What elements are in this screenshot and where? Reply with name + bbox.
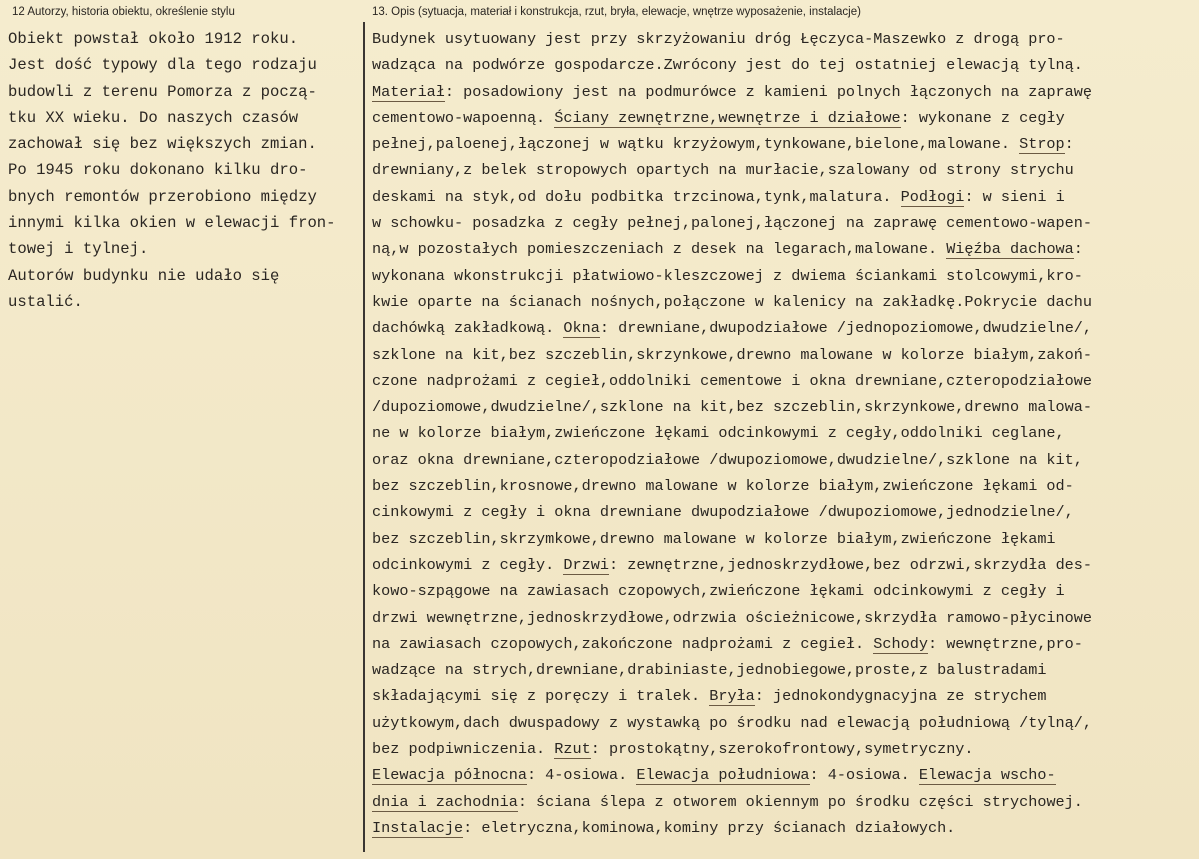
- right-text-line: [372, 52, 1192, 78]
- right-column-text: [372, 26, 1192, 841]
- right-text-line: [372, 79, 1192, 105]
- underlined-term: Elewacja wscho-: [918, 766, 1056, 785]
- text-segment: ną,w pozostałych pomieszczeniach z desek na legarach,malowane.: [372, 240, 947, 259]
- left-text-line: Obiekt powstał około 1912 roku.: [8, 30, 299, 48]
- text-segment: bez podpiwniczenia.: [372, 740, 555, 759]
- underlined-term: Rzut: [554, 740, 591, 759]
- left-text-line: tku XX wieku. Do naszych czasów: [8, 108, 299, 127]
- right-text-line: [372, 683, 1192, 709]
- right-text-line: [372, 605, 1192, 631]
- text-segment: wadząca na podwórze gospodarcze.Zwrócony jest do tej ostatniej elewacją tylną.: [372, 56, 1083, 75]
- text-segment: : drewniane,dwupodziałowe /jednopoziomowe,dwudzielne/,: [599, 319, 1093, 338]
- left-column-heading: 12 Autorzy, historia obiektu, określenie stylu: [12, 6, 235, 18]
- underlined-term: Ściany zewnętrzne,wewnętrze i działowe: [554, 108, 901, 127]
- underlined-term: Elewacja północna: [372, 766, 527, 785]
- column-divider: [363, 22, 365, 852]
- left-text-line: Jest dość typowy dla tego rodzaju: [8, 56, 317, 75]
- underlined-term: Więźba dachowa: [946, 240, 1074, 259]
- right-text-line: [372, 526, 1192, 552]
- underlined-term: Podłogi: [900, 187, 965, 206]
- right-text-line: [372, 236, 1192, 262]
- text-segment: cementowo-wapoenną.: [372, 108, 555, 127]
- text-segment: w schowku- posadzka z cegły pełnej,palonej,łączonej na zaprawę cementowo-wapen-: [372, 214, 1093, 233]
- right-text-line: [372, 552, 1192, 578]
- text-segment: drewniany,z belek stropowych opartych na murłacie,szalowany od strony strychu: [372, 161, 1074, 180]
- left-text-line: ustalić.: [8, 292, 83, 311]
- text-segment: pełnej,paloenej,łączonej w wątku krzyżowym,tynkowane,bielone,malowane.: [372, 135, 1020, 154]
- underlined-term: Schody: [873, 634, 928, 653]
- right-column-heading: 13. Opis (sytuacja, materiał i konstrukcja, rzut, bryła, elewacje, wnętrze wyposażenie, instalacje): [372, 6, 861, 18]
- text-segment: oraz okna drewniane,czteropodziałowe /dwupoziomowe,dwudzielne/,szklone na kit,: [372, 450, 1083, 469]
- right-text-line: [372, 789, 1192, 815]
- underlined-term: Elewacja południowa: [636, 766, 810, 785]
- text-segment: : eletryczna,kominowa,kominy przy ścianach działowych.: [463, 818, 956, 837]
- right-text-line: [372, 499, 1192, 525]
- text-segment: drzwi wewnętrzne,jednoskrzydłowe,odrzwia ościeżnicowe,skrzydła ramowo-płycinowe: [372, 608, 1093, 627]
- text-segment: odcinkowymi z cegły.: [372, 555, 564, 574]
- right-text-line: [372, 578, 1192, 604]
- left-text-line: budowli z terenu Pomorza z począ-: [8, 82, 317, 101]
- text-segment: składającymi się z poręczy i tralek.: [372, 687, 710, 706]
- underlined-term: Materiał: [372, 82, 445, 101]
- left-text-line: innymi kilka okien w elewacji fron-: [8, 214, 336, 233]
- text-segment: bez szczeblin,skrzymkowe,drewno malowane w kolorze białym,zwieńczone łękami: [372, 529, 1056, 548]
- right-text-line: [372, 473, 1192, 499]
- text-segment: : posadowiony jest na podmurówce z kamieni polnych łączonych na zaprawę: [444, 82, 1093, 101]
- text-segment: /dupoziomowe,dwudzielne/,szklone na kit,bez szczeblin,skrzynkowe,drewno malowa-: [372, 398, 1093, 417]
- right-text-line: [372, 105, 1192, 131]
- left-text-line: bnych remontów przerobiono między: [8, 187, 317, 206]
- text-segment: dachówką zakładkową.: [372, 319, 564, 338]
- text-segment: : prostokątny,szerokofrontowy,symetryczny.: [590, 740, 974, 759]
- right-text-line: [372, 394, 1192, 420]
- text-segment: wykonana wkonstrukcji płatwiowo-kleszczowej z dwiema ściankami stolcowymi,kro-: [372, 266, 1083, 285]
- underlined-term: Bryła: [709, 687, 755, 706]
- text-segment: : wykonane z cegły: [900, 108, 1065, 127]
- text-segment: kwie oparte na ścianach nośnych,połączone w kalenicy na zakładkę.Pokrycie dachu: [372, 292, 1093, 311]
- text-segment: : wewnętrzne,pro-: [927, 634, 1083, 653]
- right-text-line: [372, 210, 1192, 236]
- right-text-line: [372, 263, 1192, 289]
- right-text-line: [372, 762, 1192, 788]
- left-text-line: Po 1945 roku dokonano kilku dro-: [8, 161, 308, 180]
- text-segment: : 4-osiowa.: [526, 766, 637, 785]
- right-text-line: [372, 736, 1192, 762]
- right-text-line: [372, 447, 1192, 473]
- text-segment: kowo-szpągowe na zawiasach czopowych,zwieńczone łękami odcinkowymi z cegły i: [372, 582, 1065, 601]
- left-text-line: zachował się bez większych zmian.: [8, 135, 317, 154]
- right-text-line: [372, 815, 1192, 841]
- text-segment: czone nadprożami z cegieł,oddolniki cementowe i okna drewniane,czteropodziałowe: [372, 371, 1093, 390]
- text-segment: szklone na kit,bez szczeblin,skrzynkowe,drewno malowane w kolorze białym,zakoń-: [372, 345, 1093, 364]
- text-segment: wadzące na strych,drewniane,drabiniaste,jednobiegowe,proste,z balustradami: [372, 661, 1047, 680]
- text-segment: : w sieni i: [964, 187, 1065, 206]
- text-segment: : zewnętrzne,jednoskrzydłowe,bez odrzwi,skrzydła des-: [608, 555, 1093, 574]
- right-text-line: [372, 631, 1192, 657]
- left-text-line: Autorów budynku nie udało się: [8, 266, 280, 285]
- text-segment: deskami na styk,od dołu podbitka trzcinowa,tynk,malatura.: [372, 187, 901, 206]
- text-segment: cinkowymi z cegły i okna drewniane dwupodziałowe /dwupoziomowe,jednodzielne/,: [372, 503, 1074, 522]
- right-text-line: [372, 342, 1192, 368]
- text-segment: ne w kolorze białym,zwieńczone łękami odcinkowymi z cegły,oddolniki ceglane,: [372, 424, 1065, 443]
- right-text-line: [372, 657, 1192, 683]
- right-text-line: [372, 368, 1192, 394]
- left-column-text: [8, 26, 358, 315]
- text-segment: :: [1073, 240, 1083, 259]
- underlined-term: Drzwi: [563, 555, 609, 574]
- right-text-line: [372, 157, 1192, 183]
- text-segment: :: [1064, 135, 1074, 154]
- right-text-line: [372, 315, 1192, 341]
- text-segment: : 4-osiowa.: [809, 766, 919, 785]
- underlined-term: Instalacje: [372, 818, 464, 837]
- right-text-line: [372, 289, 1192, 315]
- underlined-term: Strop: [1019, 135, 1065, 154]
- right-text-line: [372, 26, 1192, 52]
- underlined-term: Okna: [563, 319, 600, 338]
- text-segment: użytkowym,dach dwuspadowy z wystawką po środku nad elewacją południową /tylną/,: [372, 713, 1093, 732]
- text-segment: : ściana ślepa z otworem okiennym po środku części strychowej.: [517, 792, 1083, 811]
- text-segment: na zawiasach czopowych,zakończone nadprożami z cegieł.: [372, 634, 874, 653]
- left-text-line: towej i tylnej.: [8, 240, 149, 259]
- right-text-line: [372, 420, 1192, 446]
- right-text-line: [372, 184, 1192, 210]
- right-text-line: [372, 710, 1192, 736]
- underlined-term: dnia i zachodnia: [372, 792, 518, 811]
- text-segment: bez szczeblin,krosnowe,drewno malowane w kolorze białym,zwieńczone łękami od-: [372, 477, 1074, 496]
- text-segment: Budynek usytuowany jest przy skrzyżowaniu dróg Łęczyca-Maszewko z drogą pro-: [372, 30, 1065, 48]
- text-segment: : jednokondygnacyjna ze strychem: [754, 687, 1047, 706]
- right-text-line: [372, 131, 1192, 157]
